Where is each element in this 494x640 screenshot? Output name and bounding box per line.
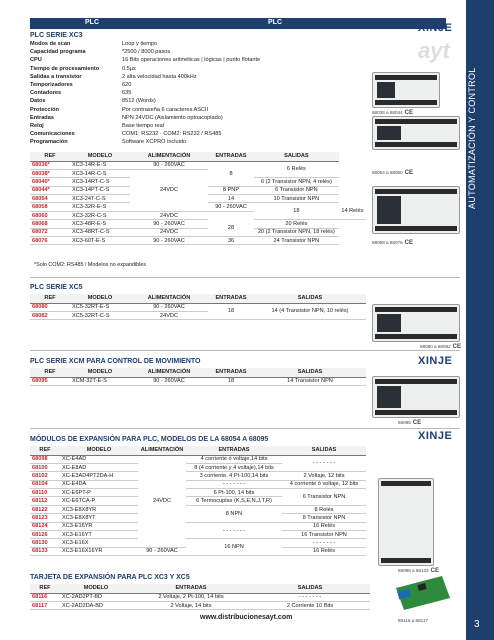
spec-label: Datos <box>30 98 46 105</box>
table-row: 68098 XC-E4AD 24VDC 4 corriente ó voltaje,14 bits - - - - - - - <box>30 455 366 463</box>
table-row: 68102 XC-E3AD4PT2DA-H 3 corriente, 4 Pt-100,14 bits 2 Voltaje, 12 bits <box>30 472 366 480</box>
plc-image <box>372 116 460 150</box>
spec-label: Modos de scan <box>30 41 71 47</box>
xinje-logo: XINJE <box>418 355 453 367</box>
page-number: 3 <box>474 619 480 630</box>
table-row: 68104 XC-E4DA - - - - - - - 4 corriente ó voltaje, 12 bits <box>30 480 366 488</box>
table-row: 68122 XC3-E8X8YR 8 NPN 8 Relés <box>30 505 366 513</box>
table-row: 68044* XC3-14PT-C-S 8 PNP 6 Transistor NPN <box>30 186 366 194</box>
spec-value: Loop y tiempo <box>122 41 158 47</box>
table-row: 68110 XC-E6PT-P 6 Pt-100, 14 bits 6 Transistor NPN <box>30 489 366 497</box>
table-row: 68117 XC-2AD2DA-BD 2 Voltaje, 14 bits 2 Corriente 10 Bits <box>30 601 370 609</box>
table-row: 68133 XC3-E16X16YR 90 - 260VAC 16 Relés <box>30 547 366 555</box>
ayt-logo: ayt <box>418 38 450 63</box>
plc-image <box>372 186 460 234</box>
divider <box>30 428 460 429</box>
xc3-specs <box>30 40 260 147</box>
module-image <box>378 478 434 566</box>
plc-image <box>372 72 440 108</box>
table-row: 68124 XC3-E16YR - - - - - - - 16 Relés <box>30 522 366 530</box>
table-row: 68095 XCM-32T-E-S 90 - 260VAC 18 14 Transistor NPN <box>30 377 366 385</box>
xc5-table: REF MODELO ALIMENTACIÓN ENTRADAS SALIDAS 68080 XC5-32RT-E-S 90 - 260VAC 18 14 (4 Transistor NPN, 10 relés) 68082 XC5-32RT-C-S 24VDC <box>30 294 366 320</box>
xinje-logo: XINJE <box>418 22 453 34</box>
spec-value: 2 alta velocidad hasta 400kHz <box>122 73 197 80</box>
spec-label: Contadores <box>30 90 62 97</box>
xcm-table: REF MODELO ALIMENTACIÓN ENTRADAS SALIDAS 68095 XCM-32T-E-S 90 - 260VAC 18 14 Transistor NPN <box>30 368 366 386</box>
image-caption: 68098 a 68133 CE <box>398 568 439 574</box>
table-row: 68060 XC3-32R-C-S 24VDC <box>30 211 366 219</box>
modules-title: MÓDULOS DE EXPANSIÓN PARA PLC, MODELOS DE LA 68054 A 68095 <box>30 436 269 443</box>
tarjeta-title: TARJETA DE EXPANSIÓN PARA PLC XC3 Y XC5 <box>30 574 190 581</box>
spec-value: *2500 / 8000 pasos <box>122 49 171 56</box>
divider <box>30 350 460 351</box>
table-row: 68040* XC3-14RT-C-S 6 (2 Transistor NPN, 4 relés) <box>30 178 366 186</box>
xc3-note: *Solo COM2: RS485 / Modelos no expandibles <box>34 262 147 268</box>
spec-value: Software XCPRO incluido <box>122 139 187 146</box>
xinje-logo: XINJE <box>418 430 453 442</box>
table-row: 68126 XC3-E16YT 16 Transistor NPN <box>30 531 366 539</box>
table-row: 68036* XC3-14R-E-S 90 - 260VAC 8 6 Relés <box>30 161 366 169</box>
expansion-board-image <box>392 572 454 614</box>
spec-label: Temporizadores <box>30 82 73 89</box>
spec-value: Base tiempo real <box>122 123 164 130</box>
spec-label: CPU <box>30 57 42 64</box>
xc5-title: PLC SERIE XC5 <box>30 284 83 291</box>
spec-value: 635 <box>122 90 132 97</box>
image-caption: 68036 a 68044 CE <box>372 110 413 116</box>
plc-image <box>372 376 460 418</box>
image-caption: 68095 CE <box>398 420 422 426</box>
spec-label: Comunicaciones <box>30 131 75 138</box>
table-row: 68072 XC3-48RT-C-S 24VDC 20 (2 Transistor NPN, 18 relés) <box>30 228 366 236</box>
table-row: 68100 XC-E8AD 8 (4 corriente y 4 voltaje),14 bits <box>30 463 366 471</box>
spec-label: Programación <box>30 139 68 146</box>
sidebar-label: AUTOMATIZACIÓN Y CONTROL <box>467 67 477 209</box>
image-caption: 68054 a 68060 CE <box>372 170 413 176</box>
table-row: 68076 XC3-60T-E-S 90 - 260VAC 36 24 Transistor NPN <box>30 237 366 245</box>
spec-label: Capacidad programa <box>30 49 86 56</box>
image-caption: 68080 a 68082 CE <box>420 344 461 350</box>
table-row: 68068 XC3-48R-E-S 90 - 260VAC 28 20 Relés <box>30 220 366 228</box>
spec-value: 8512 (Words) <box>122 98 156 105</box>
table-row: 68058 XC3-32R-E-S 90 - 260VAC 18 14 Relés <box>30 203 366 211</box>
divider <box>30 277 460 278</box>
image-caption: 68068 a 68076 CE <box>372 240 413 246</box>
header-bar <box>30 18 446 29</box>
table-row: 68123 XC3-E8X8YT 8 Transistor NPN <box>30 514 366 522</box>
xcm-title: PLC SERIE XCM PARA CONTROL DE MOVIMIENTO <box>30 358 201 365</box>
footer-url[interactable]: www.distribucionesayt.com <box>200 614 293 621</box>
modules-table: REF MODELO ALIMENTACIÓN ENTRADAS SALIDAS 68098 XC-E4AD 24VDC 4 corriente ó voltaje,14 bits - - - - - - - 68100 XC-E8AD 8 (4 corriente y 4 voltaje),14 bits 68102 XC-E3AD4PT2DA-H 3 corriente, 4 Pt-100,14 bits 2 Voltaje, 12 bits 68104 XC-E4DA - - - - - - - 4 corriente ó voltaje, 12 bits 68110 XC-E6PT-P 6 Pt-100, 14 bits 6 Transistor NPN 68112 XC-E6TCA-P 6 Termocuplas (K,S,E,N,J,T,R) 68122 XC3-E8X8YR 8 NPN 8 Relés 68123 XC3-E8X8YT 8 Transistor NPN 68124 XC3-E16YR - - - - - - - 16 Relés 68126 XC3-E16YT 16 Transistor NPN 68130 XC3-E16X 16 NPN - - - - - - - 68133 XC3-E16X16YR 90 - 260VAC 16 Relés <box>30 446 366 556</box>
xc3-table: REF MODELO ALIMENTACIÓN ENTRADAS SALIDAS 68036* XC3-14R-E-S 90 - 260VAC 8 6 Relés 68038* XC3-14R-C-S 24VDC 68040* XC3-14RT-C-S 6 (2 Transistor NPN, 4 relés) 68044* XC3-14PT-C-S 8 PNP 6 Transistor NPN 68054 XC3-24T-C-S 14 10 Transistor NPN 68058 XC3-32R-E-S 90 - 260VAC 18 14 Relés 68060 XC3-32R-C-S 24VDC 68068 XC3-48R-E-S 90 - 260VAC 28 20 Relés 68072 XC3-48RT-C-S 24VDC 20 (2 Transistor NPN, 18 relés) 68076 XC3-60T-E-S 90 - 260VAC 36 24 Transistor NPN <box>30 152 366 245</box>
table-row: 68038* XC3-14R-C-S 24VDC <box>30 169 366 177</box>
header-plc-center: PLC <box>268 19 282 26</box>
spec-value: NPN 24VDC (Aislamiento optoacoplado) <box>122 114 223 121</box>
spec-value: 16 Bits operaciones aritméticas | lógicas | punto flotante <box>122 57 261 64</box>
header-plc-left: PLC <box>85 19 99 26</box>
spec-label: Tiempo de procesamiento <box>30 65 100 72</box>
table-row: 68054 XC3-24T-C-S 14 10 Transistor NPN <box>30 195 366 203</box>
spec-label: Salidas a transistor <box>30 73 82 80</box>
xc3-title: PLC SERIE XC3 <box>30 32 83 39</box>
spec-label: Entradas <box>30 114 54 121</box>
table-row: 68130 XC3-E16X 16 NPN - - - - - - - <box>30 539 366 547</box>
table-row: 68112 XC-E6TCA-P 6 Termocuplas (K,S,E,N,J,T,R) <box>30 497 366 505</box>
table-row: 68082 XC5-32RT-C-S 24VDC <box>30 311 366 319</box>
table-row: 68116 XC-2AD2PT-BD 2 Voltaje, 2 Pt-100, 14 bits - - - - - - - <box>30 593 370 601</box>
spec-value: 620 <box>122 82 132 89</box>
spec-label: Reloj <box>30 123 44 130</box>
spec-label: Protección <box>30 106 59 113</box>
spec-value: Por contraseña 6 caracteres ASCII <box>122 106 209 113</box>
plc-image <box>372 304 460 342</box>
table-row: 68080 XC5-32RT-E-S 90 - 260VAC 18 14 (4 Transistor NPN, 10 relés) <box>30 303 366 311</box>
image-caption: 68116 a 68117 <box>398 618 428 623</box>
spec-value: COM1: RS232 · COM2: RS232 / RS485 <box>122 131 222 138</box>
tarjeta-table: REF MODELO ENTRADAS SALIDAS 68116 XC-2AD2PT-BD 2 Voltaje, 2 Pt-100, 14 bits - - - - - - - 68117 XC-2AD2DA-BD 2 Voltaje, 14 bits 2 Corriente 10 Bits <box>30 584 370 610</box>
spec-value: 0.5µs <box>122 65 136 72</box>
